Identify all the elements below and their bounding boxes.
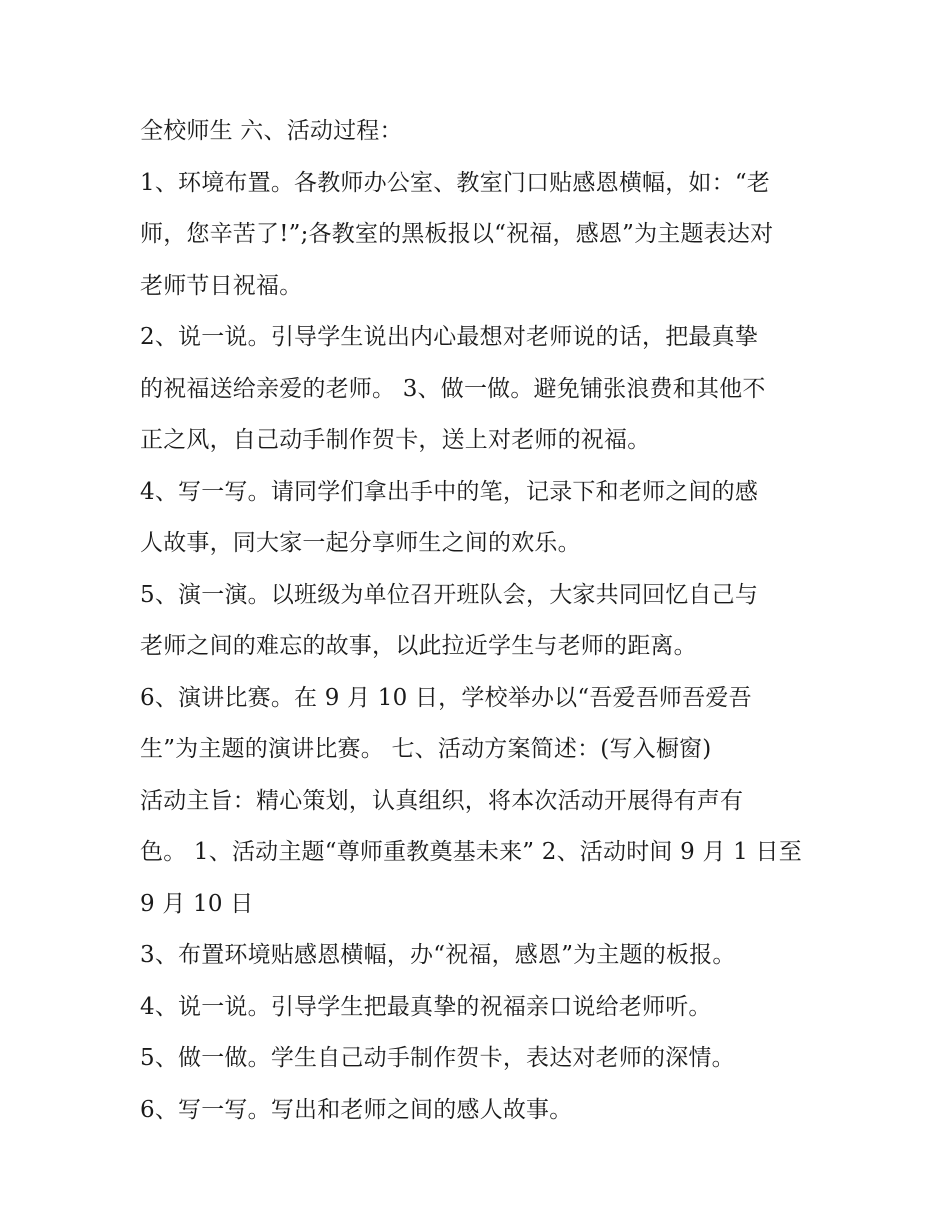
text-line-18: 4、说一说。引导学生把最真挚的祝福亲口说给老师听。 [140, 993, 712, 1020]
text-line-8: 4、写一写。请同学们拿出手中的笔，记录下和老师之间的感 [140, 478, 759, 505]
text-line-7: 正之风，自己动手制作贺卡，送上对老师的祝福。 [140, 427, 651, 453]
text-line-17: 3、布置环境贴感恩横幅，办“祝福，感恩”为主题的板报。 [140, 942, 736, 968]
text-line-3: 师，您辛苦了!”;各教室的黑板报以“祝福，感恩”为主题表达对 [140, 221, 774, 247]
text-line-20: 6、写一写。写出和老师之间的感人故事。 [140, 1096, 573, 1123]
text-line-14: 活动主旨：精心策划，认真组织，将本次活动开展得有声有 [140, 787, 744, 814]
text-line-11: 老师之间的难忘的故事，以此拉近学生与老师的距离。 [140, 633, 697, 659]
text-line-19: 5、做一做。学生自己动手制作贺卡，表达对老师的深情。 [140, 1045, 735, 1071]
text-line-15: 色。 1、活动主题“尊师重教奠基未来” 2、活动时间 9 月 1 日至 [140, 839, 802, 865]
text-line-2: 1、环境布置。各教师办公室、教室门口贴感恩横幅，如：“老 [140, 169, 770, 196]
text-line-9: 人故事，同大家一起分享师生之间的欢乐。 [140, 530, 581, 556]
text-line-6: 的祝福送给亲爱的老师。 3、做一做。避免铺张浪费和其他不 [140, 375, 766, 402]
text-line-10: 5、演一演。以班级为单位召开班队会，大家共同回忆自己与 [140, 581, 759, 608]
text-line-12: 6、演讲比赛。在 9 月 10 日，学校举办以“吾爱吾师吾爱吾 [140, 684, 752, 711]
text-line-13: 生”为主题的演讲比赛。 七、活动方案简述：(写入橱窗) [140, 736, 712, 762]
text-line-5: 2、说一说。引导学生说出内心最想对老师说的话，把最真挚 [140, 324, 759, 350]
document-body [140, 106, 820, 1136]
text-line-4: 老师节日祝福。 [140, 272, 303, 299]
text-line-1: 全校师生 六、活动过程： [140, 118, 403, 144]
text-line-16: 9 月 10 日 [140, 890, 254, 917]
